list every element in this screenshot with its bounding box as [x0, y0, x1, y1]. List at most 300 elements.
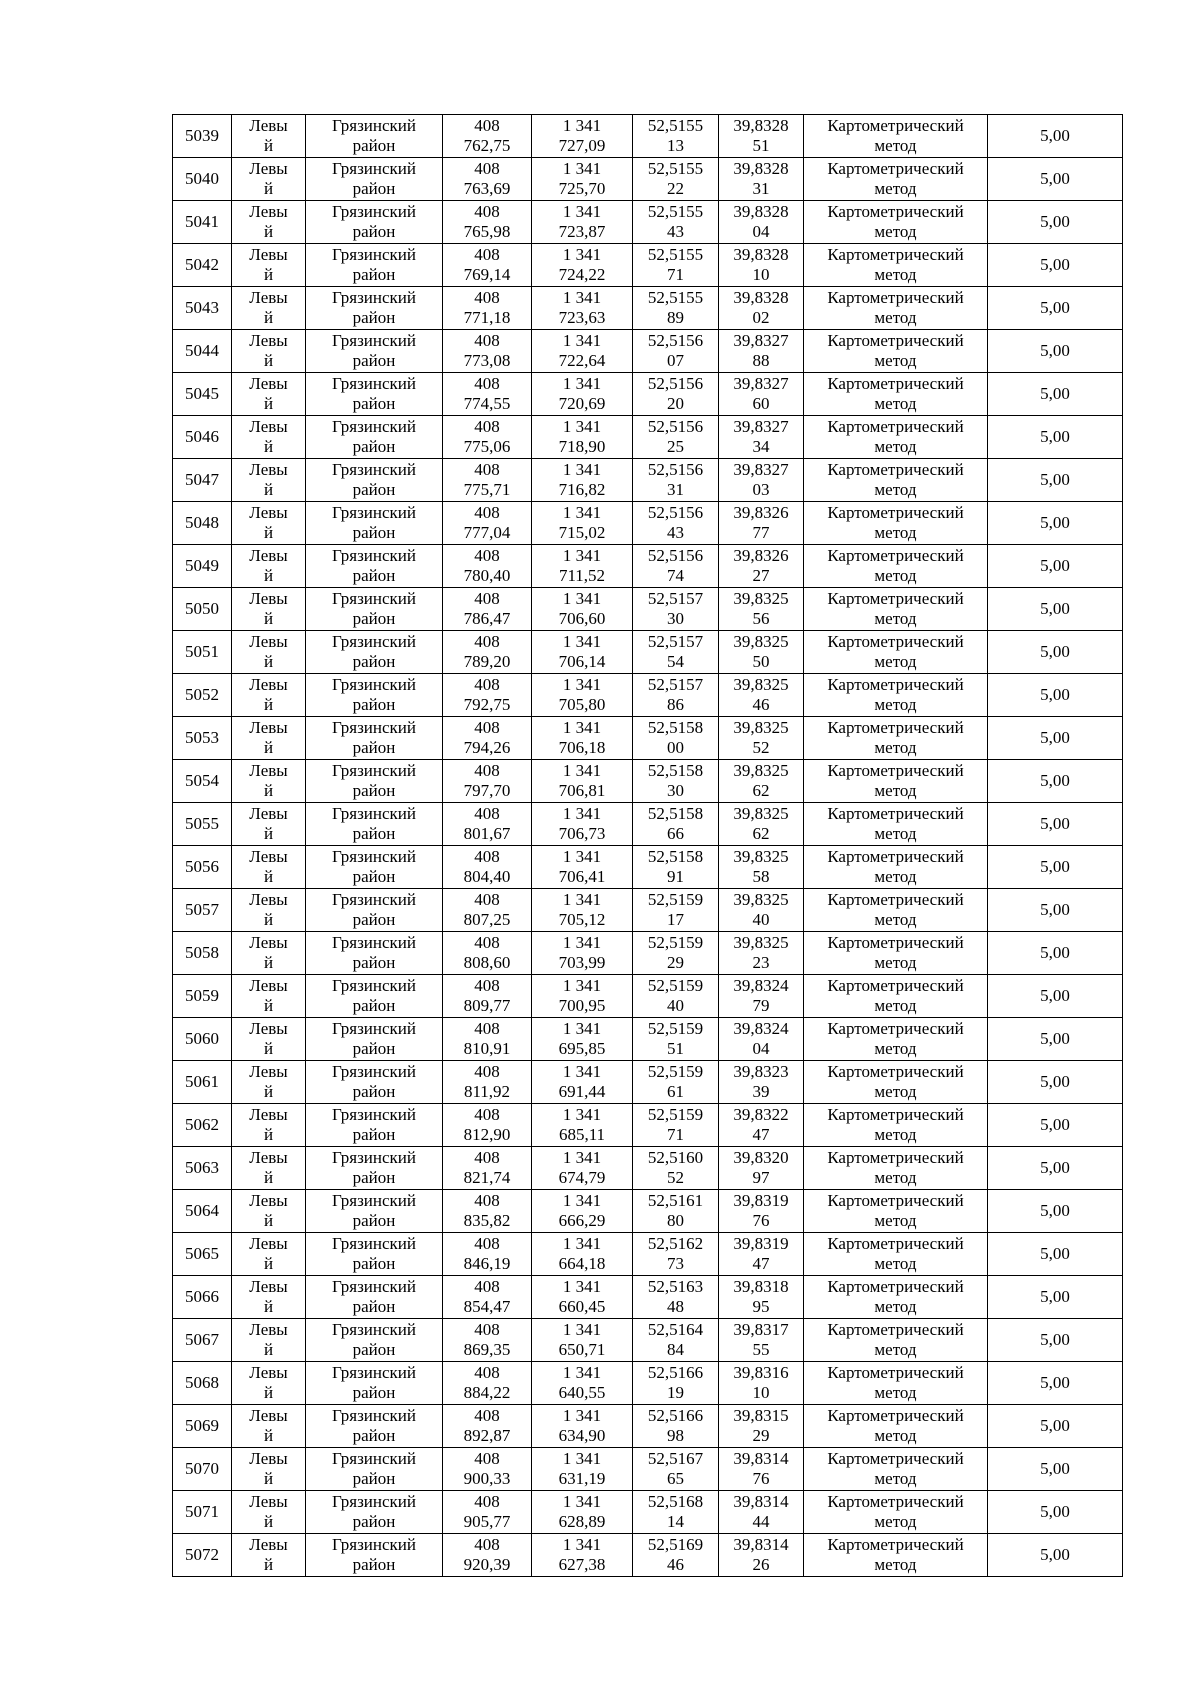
- district-line: район: [352, 1211, 396, 1230]
- coord-y-line: 723,63: [558, 308, 606, 327]
- bank-side-line: Левы: [249, 116, 288, 135]
- method-line: Картометрический: [827, 890, 964, 909]
- accuracy-cell: 5,00: [988, 373, 1123, 416]
- bank-side-line: й: [263, 179, 274, 198]
- coord-y-line: 705,80: [558, 695, 606, 714]
- coord-y-line: 1 341: [562, 632, 602, 651]
- accuracy-cell: 5,00: [988, 760, 1123, 803]
- coord-x-line: 408: [474, 761, 500, 780]
- method-line: Картометрический: [827, 288, 964, 307]
- coord-x-line: 408: [474, 1105, 500, 1124]
- district-line: Грязинский: [332, 503, 416, 522]
- coord-y-line: 700,95: [558, 996, 606, 1015]
- longitude-cell: [719, 975, 804, 1018]
- longitude-line: 39,8323: [733, 1062, 789, 1081]
- district-cell: [306, 846, 443, 889]
- coord-y-line: 1 341: [562, 804, 602, 823]
- district-cell: [306, 588, 443, 631]
- coord-x-line: 808,60: [463, 953, 511, 972]
- coord-x-cell: [443, 1319, 532, 1362]
- table-row: [173, 846, 1123, 889]
- longitude-cell: [719, 717, 804, 760]
- coord-x-line: 408: [474, 417, 500, 436]
- district-line: район: [352, 695, 396, 714]
- point-number-cell: 5046: [173, 416, 232, 459]
- bank-side-line: Левы: [249, 1234, 288, 1253]
- bank-side-cell: [232, 631, 306, 674]
- point-number-cell: 5054: [173, 760, 232, 803]
- longitude-line: 39,8328: [733, 116, 789, 135]
- coord-y-line: 725,70: [558, 179, 606, 198]
- coord-y-cell: [532, 459, 633, 502]
- coord-x-line: 794,26: [463, 738, 511, 757]
- district-line: Грязинский: [332, 761, 416, 780]
- latitude-line: 52,5158: [647, 804, 704, 823]
- latitude-line: 07: [667, 351, 684, 370]
- method-line: метод: [874, 867, 917, 886]
- coord-y-line: 1 341: [562, 1191, 602, 1210]
- point-number-cell: 5058: [173, 932, 232, 975]
- method-line: метод: [874, 1082, 917, 1101]
- method-line: метод: [874, 1383, 917, 1402]
- coord-y-line: 1 341: [562, 589, 602, 608]
- coord-x-line: 812,90: [463, 1125, 511, 1144]
- table-row: [173, 115, 1123, 158]
- coord-y-line: 718,90: [558, 437, 606, 456]
- latitude-line: 52,5157: [647, 589, 704, 608]
- district-cell: [306, 975, 443, 1018]
- document-page: [172, 114, 1122, 1577]
- coord-x-line: 408: [474, 546, 500, 565]
- bank-side-line: й: [263, 1555, 274, 1574]
- bank-side-line: Левы: [249, 632, 288, 651]
- table-row: [173, 1491, 1123, 1534]
- district-cell: [306, 459, 443, 502]
- longitude-line: 47: [752, 1125, 770, 1144]
- district-line: Грязинский: [332, 245, 416, 264]
- district-cell: [306, 1061, 443, 1104]
- coord-x-line: 792,75: [463, 695, 511, 714]
- longitude-line: 88: [752, 351, 770, 370]
- longitude-line: 39,8316: [733, 1363, 789, 1382]
- point-number-cell: 5041: [173, 201, 232, 244]
- coord-x-line: 763,69: [463, 179, 511, 198]
- district-line: район: [352, 1426, 396, 1445]
- latitude-line: 71: [667, 265, 684, 284]
- point-number-cell: 5043: [173, 287, 232, 330]
- method-line: Картометрический: [827, 116, 964, 135]
- coord-y-cell: [532, 1018, 633, 1061]
- coord-y-line: 705,12: [558, 910, 606, 929]
- coord-y-cell: [532, 416, 633, 459]
- bank-side-line: Левы: [249, 804, 288, 823]
- point-number-cell: 5060: [173, 1018, 232, 1061]
- latitude-line: 52,5159: [647, 1105, 704, 1124]
- latitude-line: 52,5167: [647, 1449, 704, 1468]
- accuracy-cell: 5,00: [988, 1190, 1123, 1233]
- longitude-line: 29: [752, 1426, 770, 1445]
- coord-x-cell: [443, 674, 532, 717]
- bank-side-line: Левы: [249, 331, 288, 350]
- coord-y-cell: [532, 1448, 633, 1491]
- bank-side-line: Левы: [249, 1105, 288, 1124]
- accuracy-cell: 5,00: [988, 1018, 1123, 1061]
- district-line: Грязинский: [332, 202, 416, 221]
- latitude-line: 52,5158: [647, 718, 704, 737]
- method-line: Картометрический: [827, 202, 964, 221]
- point-number-cell: 5065: [173, 1233, 232, 1276]
- latitude-cell: [633, 502, 719, 545]
- district-cell: [306, 1319, 443, 1362]
- longitude-cell: [719, 1061, 804, 1104]
- bank-side-line: Левы: [249, 675, 288, 694]
- longitude-cell: [719, 459, 804, 502]
- longitude-line: 39,8325: [733, 890, 789, 909]
- longitude-cell: [719, 1147, 804, 1190]
- longitude-cell: [719, 760, 804, 803]
- longitude-line: 34: [752, 437, 770, 456]
- method-line: метод: [874, 1039, 917, 1058]
- table-row: [173, 1018, 1123, 1061]
- longitude-line: 77: [752, 523, 770, 542]
- district-cell: [306, 545, 443, 588]
- method-cell: [804, 1061, 988, 1104]
- longitude-line: 44: [752, 1512, 770, 1531]
- latitude-cell: [633, 889, 719, 932]
- coord-x-line: 821,74: [463, 1168, 511, 1187]
- district-cell: [306, 1104, 443, 1147]
- latitude-cell: [633, 1534, 719, 1577]
- bank-side-line: й: [263, 523, 274, 542]
- longitude-line: 39,8325: [733, 761, 789, 780]
- district-line: район: [352, 1555, 396, 1574]
- method-line: метод: [874, 566, 917, 585]
- district-line: Грязинский: [332, 1234, 416, 1253]
- method-line: Картометрический: [827, 632, 964, 651]
- longitude-cell: [719, 201, 804, 244]
- table-row: [173, 330, 1123, 373]
- coord-y-cell: [532, 631, 633, 674]
- coord-y-cell: [532, 1405, 633, 1448]
- latitude-cell: [633, 244, 719, 287]
- district-line: район: [352, 652, 396, 671]
- method-line: метод: [874, 222, 917, 241]
- longitude-line: 39,8314: [733, 1449, 789, 1468]
- method-cell: [804, 1276, 988, 1319]
- latitude-cell: [633, 115, 719, 158]
- longitude-line: 03: [752, 480, 770, 499]
- latitude-line: 73: [667, 1254, 684, 1273]
- longitude-line: 39,8326: [733, 503, 789, 522]
- longitude-line: 39: [752, 1082, 770, 1101]
- coord-y-cell: [532, 975, 633, 1018]
- bank-side-line: Левы: [249, 1449, 288, 1468]
- coord-x-line: 774,55: [463, 394, 511, 413]
- table-row: [173, 631, 1123, 674]
- coord-x-cell: [443, 1018, 532, 1061]
- coord-y-line: 1 341: [562, 331, 602, 350]
- table-row: [173, 1319, 1123, 1362]
- method-line: метод: [874, 1426, 917, 1445]
- coord-x-line: 869,35: [463, 1340, 511, 1359]
- bank-side-cell: [232, 545, 306, 588]
- method-line: Картометрический: [827, 1148, 964, 1167]
- method-cell: [804, 1104, 988, 1147]
- coord-y-line: 1 341: [562, 976, 602, 995]
- method-line: Картометрический: [827, 933, 964, 952]
- latitude-line: 52,5159: [647, 1019, 704, 1038]
- bank-side-cell: [232, 502, 306, 545]
- coord-x-cell: [443, 1276, 532, 1319]
- district-cell: [306, 244, 443, 287]
- district-line: Грязинский: [332, 374, 416, 393]
- coord-x-cell: [443, 1104, 532, 1147]
- longitude-line: 31: [752, 179, 770, 198]
- table-row: [173, 158, 1123, 201]
- table-row: [173, 373, 1123, 416]
- coord-y-line: 1 341: [562, 1105, 602, 1124]
- latitude-line: 52,5155: [647, 288, 704, 307]
- longitude-cell: [719, 1405, 804, 1448]
- longitude-cell: [719, 631, 804, 674]
- latitude-cell: [633, 1104, 719, 1147]
- district-line: Грязинский: [332, 1535, 416, 1554]
- latitude-cell: [633, 1147, 719, 1190]
- point-number-cell: 5064: [173, 1190, 232, 1233]
- longitude-line: 51: [752, 136, 770, 155]
- longitude-cell: [719, 115, 804, 158]
- bank-side-line: й: [263, 222, 274, 241]
- latitude-line: 54: [667, 652, 684, 671]
- coord-x-line: 789,20: [463, 652, 511, 671]
- longitude-line: 58: [752, 867, 770, 886]
- district-line: Грязинский: [332, 1019, 416, 1038]
- district-line: Грязинский: [332, 1449, 416, 1468]
- district-line: район: [352, 566, 396, 585]
- point-number-cell: 5059: [173, 975, 232, 1018]
- method-line: метод: [874, 265, 917, 284]
- method-cell: [804, 330, 988, 373]
- coord-y-line: 1 341: [562, 718, 602, 737]
- coord-y-line: 711,52: [558, 566, 606, 585]
- coord-x-line: 780,40: [463, 566, 511, 585]
- district-line: район: [352, 394, 396, 413]
- coord-y-cell: [532, 1061, 633, 1104]
- coordinates-table: [172, 114, 1123, 1577]
- district-line: район: [352, 1383, 396, 1402]
- coord-y-line: 1 341: [562, 288, 602, 307]
- method-cell: [804, 674, 988, 717]
- method-line: метод: [874, 996, 917, 1015]
- district-cell: [306, 502, 443, 545]
- latitude-cell: [633, 373, 719, 416]
- table-row: [173, 1405, 1123, 1448]
- bank-side-cell: [232, 244, 306, 287]
- coord-x-cell: [443, 115, 532, 158]
- coord-x-line: 408: [474, 847, 500, 866]
- coord-y-cell: [532, 158, 633, 201]
- longitude-line: 10: [752, 1383, 770, 1402]
- coord-x-line: 408: [474, 804, 500, 823]
- coord-x-line: 408: [474, 718, 500, 737]
- coord-x-cell: [443, 717, 532, 760]
- latitude-cell: [633, 1018, 719, 1061]
- longitude-line: 39,8320: [733, 1148, 789, 1167]
- latitude-line: 52,5159: [647, 1062, 704, 1081]
- coord-x-cell: [443, 760, 532, 803]
- method-cell: [804, 545, 988, 588]
- latitude-cell: [633, 932, 719, 975]
- longitude-line: 27: [752, 566, 770, 585]
- bank-side-cell: [232, 975, 306, 1018]
- accuracy-cell: 5,00: [988, 416, 1123, 459]
- method-line: Картометрический: [827, 331, 964, 350]
- coord-y-line: 720,69: [558, 394, 606, 413]
- accuracy-cell: 5,00: [988, 1233, 1123, 1276]
- accuracy-cell: 5,00: [988, 459, 1123, 502]
- table-row: [173, 889, 1123, 932]
- method-cell: [804, 1448, 988, 1491]
- method-line: Картометрический: [827, 1320, 964, 1339]
- coord-y-line: 695,85: [558, 1039, 606, 1058]
- district-line: район: [352, 523, 396, 542]
- latitude-line: 71: [667, 1125, 684, 1144]
- accuracy-cell: 5,00: [988, 115, 1123, 158]
- latitude-line: 52,5159: [647, 890, 704, 909]
- bank-side-line: й: [263, 1125, 274, 1144]
- latitude-line: 91: [667, 867, 684, 886]
- coord-x-line: 408: [474, 1535, 500, 1554]
- table-body: [173, 115, 1123, 1577]
- coord-x-cell: [443, 244, 532, 287]
- method-line: метод: [874, 179, 917, 198]
- method-line: Картометрический: [827, 718, 964, 737]
- coord-y-line: 715,02: [558, 523, 606, 542]
- bank-side-line: й: [263, 136, 274, 155]
- point-number-cell: 5066: [173, 1276, 232, 1319]
- district-line: район: [352, 265, 396, 284]
- coord-y-line: 1 341: [562, 1234, 602, 1253]
- district-line: район: [352, 437, 396, 456]
- method-cell: [804, 115, 988, 158]
- district-line: район: [352, 910, 396, 929]
- coord-y-cell: [532, 889, 633, 932]
- bank-side-cell: [232, 1362, 306, 1405]
- method-line: метод: [874, 1254, 917, 1273]
- district-cell: [306, 760, 443, 803]
- latitude-line: 51: [667, 1039, 684, 1058]
- bank-side-line: Левы: [249, 718, 288, 737]
- latitude-cell: [633, 330, 719, 373]
- coord-y-line: 634,90: [558, 1426, 606, 1445]
- bank-side-cell: [232, 1534, 306, 1577]
- method-line: Картометрический: [827, 245, 964, 264]
- latitude-line: 29: [667, 953, 684, 972]
- latitude-line: 48: [667, 1297, 684, 1316]
- district-cell: [306, 1448, 443, 1491]
- latitude-line: 52,5169: [647, 1535, 704, 1554]
- coord-x-line: 408: [474, 933, 500, 952]
- table-row: [173, 1104, 1123, 1147]
- latitude-cell: [633, 459, 719, 502]
- coord-y-line: 727,09: [558, 136, 606, 155]
- method-cell: [804, 502, 988, 545]
- coord-y-line: 674,79: [558, 1168, 606, 1187]
- longitude-line: 39,8322: [733, 1105, 789, 1124]
- bank-side-cell: [232, 1405, 306, 1448]
- longitude-line: 26: [752, 1555, 770, 1574]
- bank-side-line: Левы: [249, 589, 288, 608]
- longitude-cell: [719, 287, 804, 330]
- point-number-cell: 5040: [173, 158, 232, 201]
- district-line: Грязинский: [332, 1492, 416, 1511]
- method-cell: [804, 201, 988, 244]
- longitude-cell: [719, 1190, 804, 1233]
- bank-side-line: й: [263, 652, 274, 671]
- point-number-cell: 5072: [173, 1534, 232, 1577]
- point-number-cell: 5053: [173, 717, 232, 760]
- coord-y-line: 1 341: [562, 503, 602, 522]
- latitude-line: 52,5166: [647, 1406, 704, 1425]
- accuracy-cell: 5,00: [988, 545, 1123, 588]
- bank-side-line: й: [263, 695, 274, 714]
- district-line: Грязинский: [332, 1320, 416, 1339]
- method-line: Картометрический: [827, 847, 964, 866]
- method-line: Картометрический: [827, 1277, 964, 1296]
- coord-y-line: 628,89: [558, 1512, 606, 1531]
- coord-x-cell: [443, 1233, 532, 1276]
- method-line: Картометрический: [827, 976, 964, 995]
- method-line: Картометрический: [827, 1105, 964, 1124]
- district-line: район: [352, 351, 396, 370]
- method-line: метод: [874, 824, 917, 843]
- coord-y-line: 1 341: [562, 460, 602, 479]
- method-cell: [804, 889, 988, 932]
- bank-side-cell: [232, 1061, 306, 1104]
- coord-y-line: 1 341: [562, 1492, 602, 1511]
- latitude-line: 52,5155: [647, 159, 704, 178]
- longitude-cell: [719, 1233, 804, 1276]
- latitude-line: 30: [667, 609, 684, 628]
- coord-x-line: 811,92: [463, 1082, 511, 1101]
- coord-x-line: 408: [474, 1320, 500, 1339]
- district-cell: [306, 674, 443, 717]
- coord-y-line: 1 341: [562, 202, 602, 221]
- latitude-line: 52,5156: [647, 417, 704, 436]
- point-number-cell: 5056: [173, 846, 232, 889]
- district-line: район: [352, 953, 396, 972]
- bank-side-line: й: [263, 738, 274, 757]
- coord-x-line: 408: [474, 245, 500, 264]
- latitude-line: 43: [667, 222, 684, 241]
- coord-x-line: 777,04: [463, 523, 511, 542]
- longitude-line: 23: [752, 953, 770, 972]
- coord-y-line: 1 341: [562, 1363, 602, 1382]
- coord-y-line: 685,11: [558, 1125, 606, 1144]
- district-line: район: [352, 1512, 396, 1531]
- coord-y-line: 706,41: [558, 867, 606, 886]
- method-line: Картометрический: [827, 503, 964, 522]
- coord-y-cell: [532, 1233, 633, 1276]
- bank-side-line: й: [263, 609, 274, 628]
- accuracy-cell: 5,00: [988, 588, 1123, 631]
- coord-x-line: 408: [474, 1019, 500, 1038]
- bank-side-cell: [232, 1491, 306, 1534]
- latitude-line: 52,5166: [647, 1363, 704, 1382]
- point-number-cell: 5068: [173, 1362, 232, 1405]
- point-number-cell: 5061: [173, 1061, 232, 1104]
- coord-x-line: 765,98: [463, 222, 511, 241]
